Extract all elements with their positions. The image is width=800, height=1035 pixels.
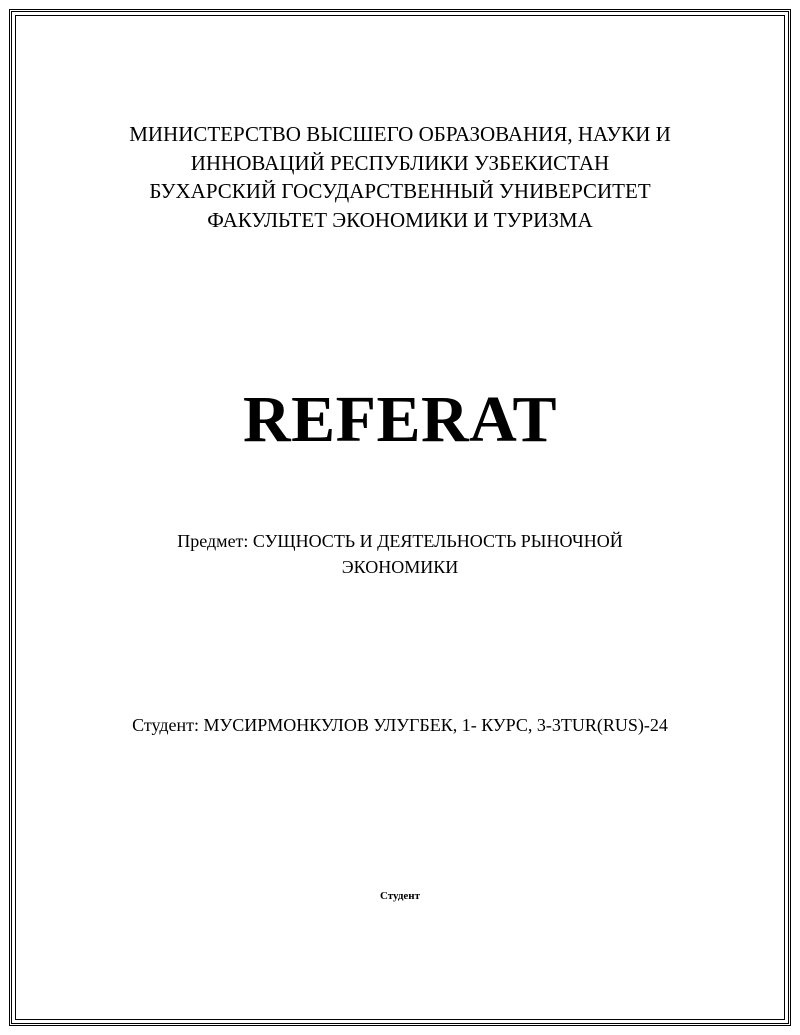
footer-student-label: Студент [379, 890, 421, 902]
student-info: Студент: МУСИРМОНКУЛОВ УЛУГБЕК, 1- КУРС, 3-3TUR(RUS)-24 [132, 715, 668, 735]
header-line-republic: ИННОВАЦИЙ РЕСПУБЛИКИ УЗБЕКИСТАН [190, 150, 610, 175]
header-line-faculty: ФАКУЛЬТЕТ ЭКОНОМИКИ И ТУРИЗМА [207, 207, 593, 232]
document-title: REFERAT [243, 383, 557, 456]
subject-block [0, 528, 800, 580]
institution-header [0, 120, 800, 234]
subject-line-1: Предмет: СУЩНОСТЬ И ДЕЯТЕЛЬНОСТЬ РЫНОЧНОЙ [177, 531, 623, 551]
header-line-ministry: МИНИСТЕРСТВО ВЫСШЕГО ОБРАЗОВАНИЯ, НАУКИ И [129, 122, 671, 146]
subject-line-2: ЭКОНОМИКИ [341, 557, 459, 577]
header-line-university: БУХАРСКИЙ ГОСУДАРСТВЕННЫЙ УНИВЕРСИТЕТ [149, 179, 651, 203]
